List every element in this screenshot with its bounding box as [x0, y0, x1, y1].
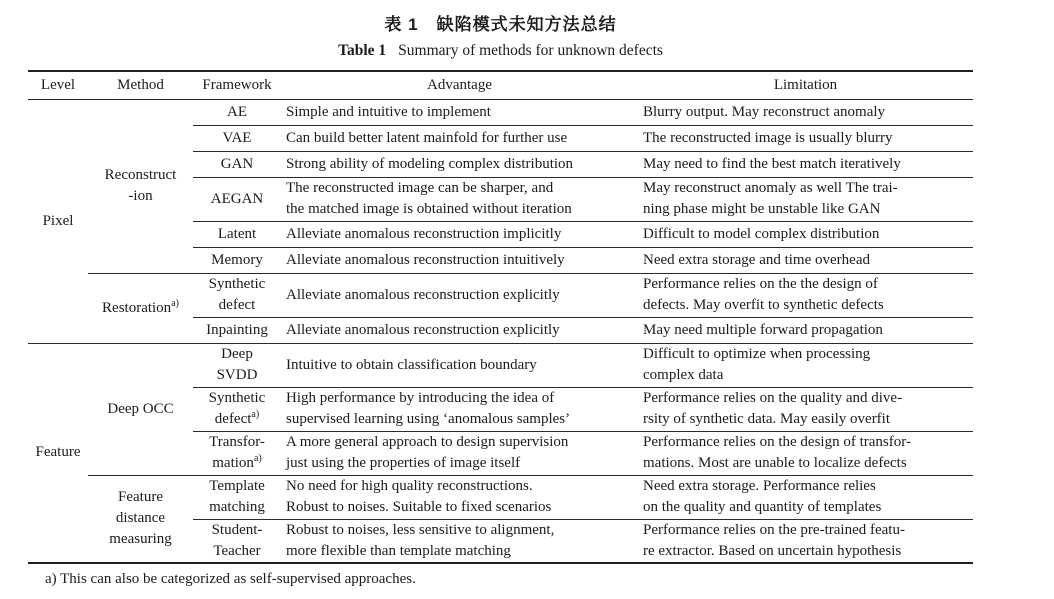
cell-line: ning phase might be unstable like GAN	[643, 201, 881, 217]
cell-line: Need extra storage. Performance relies	[643, 478, 876, 494]
cell-line: Feature	[118, 489, 163, 506]
footnote-marker: a)	[253, 453, 262, 464]
cell-line: on the quality and quantity of templates	[643, 499, 882, 515]
col-header-framework: Framework	[193, 71, 281, 99]
cell-line: The reconstructed image is usually blurry	[643, 129, 893, 146]
cell-line: Synthetic	[208, 390, 266, 406]
col-header-method: Method	[88, 71, 193, 99]
advantage-cell	[281, 99, 638, 125]
advantage-cell	[281, 343, 638, 387]
cell-line: Intuitive to obtain classification boundary	[286, 356, 537, 373]
cell-line: Simple and intuitive to implement	[286, 103, 491, 120]
limitation-cell	[638, 99, 973, 125]
cell-line: rsity of synthetic data. May easily overfit	[643, 411, 891, 427]
cell-line: Transfor-	[209, 434, 265, 450]
cell-line: complex data	[643, 367, 724, 383]
cell-line: May need to find the best match iteratively	[643, 155, 901, 172]
framework-cell	[193, 99, 281, 125]
cell-line: more flexible than template matching	[286, 542, 511, 559]
cell-line: mation$^{a)}$	[212, 453, 262, 471]
advantage-cell	[281, 475, 638, 519]
cell-line: Robust to noises. Suitable to fixed scenarios	[286, 499, 552, 515]
cell-line: Template	[209, 478, 265, 494]
cell-line: Alleviate anomalous reconstruction implicitly	[286, 225, 562, 242]
cell-line: matching	[209, 499, 265, 515]
cell-line: Performance relies on the quality and dive-	[643, 390, 903, 406]
framework-cell	[193, 475, 281, 519]
table-caption-english	[28, 39, 973, 62]
cell-line: High performance by introducing the idea of	[286, 390, 555, 406]
cell-line: Inpainting	[206, 321, 268, 338]
cell-line: Latent	[217, 225, 257, 242]
table-caption-chinese: 表 1 缺陷模式未知方法总结	[384, 15, 617, 34]
cell-line: No need for high quality reconstructions.	[286, 478, 533, 494]
cell-line: May need multiple forward propagation	[643, 321, 883, 338]
table-caption-text: Summary of methods for unknown defects	[398, 42, 663, 59]
advantage-cell	[281, 387, 638, 431]
limitation-cell	[638, 221, 973, 247]
methods-summary-table	[28, 70, 973, 564]
cell-line: VAE	[222, 129, 252, 146]
cell-line: AEGAN	[210, 190, 264, 207]
method-cell-reconstruction	[88, 99, 193, 273]
limitation-cell	[638, 151, 973, 177]
cell-line: AE	[227, 103, 247, 120]
advantage-cell	[281, 125, 638, 151]
framework-cell	[193, 273, 281, 317]
advantage-cell	[281, 273, 638, 317]
cell-line: Difficult to model complex distribution	[643, 225, 880, 242]
framework-cell	[193, 317, 281, 343]
cell-line: re extractor. Based on uncertain hypothesis	[643, 542, 902, 559]
level-cell-feature: Feature	[35, 444, 81, 461]
limitation-cell	[638, 177, 973, 221]
cell-line: Difficult to optimize when processing	[643, 346, 871, 362]
cell-line: just using the properties of image itself	[286, 455, 521, 471]
cell-line: Reconstruct	[104, 167, 177, 183]
cell-line: mations. Most are unable to localize defects	[643, 455, 907, 471]
cell-line: the matched image is obtained without iteration	[286, 201, 572, 217]
footnote-marker: a)	[251, 409, 260, 420]
cell-line: distance	[115, 510, 166, 527]
cell-line: Alleviate anomalous reconstruction intuitively	[286, 251, 565, 268]
table-row	[28, 343, 973, 387]
method-cell-restoration	[88, 273, 193, 343]
limitation-cell	[638, 431, 973, 475]
level-cell-pixel: Pixel	[28, 99, 88, 343]
cell-line: Can build better latent mainfold for further use	[286, 129, 568, 146]
advantage-cell	[281, 247, 638, 273]
limitation-cell	[638, 387, 973, 431]
cell-line: Blurry output. May reconstruct anomaly	[643, 103, 886, 120]
table-footnote: a) This can also be categorized as self-supervised approaches.	[45, 571, 416, 587]
cell-line: A more general approach to design supervision	[286, 434, 569, 450]
table-row	[28, 273, 973, 317]
cell-line: Deep	[221, 346, 253, 362]
framework-cell	[193, 343, 281, 387]
cell-line: Robust to noises, less sensitive to alignment,	[286, 521, 555, 538]
limitation-cell	[638, 519, 973, 563]
cell-line: SVDD	[216, 367, 258, 383]
col-header-limitation: Limitation	[638, 71, 973, 99]
cell-line: Student-	[211, 521, 263, 538]
cell-line: Synthetic	[208, 276, 266, 292]
cell-line: GAN	[220, 155, 254, 172]
limitation-cell	[638, 247, 973, 273]
cell-line: Strong ability of modeling complex distribution	[286, 155, 574, 172]
advantage-cell	[281, 519, 638, 563]
limitation-cell	[638, 273, 973, 317]
cell-line: Alleviate anomalous reconstruction explicitly	[286, 321, 560, 338]
method-cell-deep-occ: Deep OCC	[88, 343, 193, 475]
cell-line: defects. May overfit to synthetic defects	[643, 297, 884, 313]
cell-line: measuring	[109, 531, 172, 548]
cell-line: Restoration$^{a)}$	[102, 297, 179, 316]
table-row	[28, 475, 973, 519]
framework-cell	[193, 221, 281, 247]
framework-cell	[193, 151, 281, 177]
cell-line: supervised learning using ‘anomalous samples’	[286, 411, 571, 427]
method-cell-feature-distance	[88, 475, 193, 563]
cell-line: The reconstructed image can be sharper, and	[286, 180, 554, 196]
framework-cell	[193, 247, 281, 273]
limitation-cell	[638, 125, 973, 151]
framework-cell	[193, 387, 281, 431]
advantage-cell	[281, 221, 638, 247]
footnote-marker: a)	[171, 297, 179, 309]
limitation-cell	[638, 475, 973, 519]
cell-line: Performance relies on the the design of	[643, 276, 878, 292]
cell-line: May reconstruct anomaly as well The trai-	[643, 180, 898, 196]
col-header-level: Level	[28, 71, 88, 99]
cell-line: Performance relies on the pre-trained featu-	[643, 521, 905, 538]
advantage-cell	[281, 151, 638, 177]
table-row	[28, 99, 973, 125]
limitation-cell	[638, 317, 973, 343]
col-header-advantage: Advantage	[281, 71, 638, 99]
framework-cell	[193, 519, 281, 563]
advantage-cell	[281, 317, 638, 343]
framework-cell	[193, 177, 281, 221]
cell-line: Performance relies on the design of transfor-	[643, 434, 911, 450]
cell-line: defect	[218, 297, 256, 313]
header-row	[28, 71, 973, 99]
cell-line: -ion	[128, 188, 153, 204]
table-number-label: Table 1	[338, 42, 387, 59]
framework-cell	[193, 125, 281, 151]
cell-line: Memory	[211, 251, 263, 268]
cell-line: defect$^{a)}$	[214, 409, 260, 427]
cell-line: Alleviate anomalous reconstruction explicitly	[286, 286, 560, 303]
cell-line: Need extra storage and time overhead	[643, 251, 870, 268]
limitation-cell	[638, 343, 973, 387]
framework-cell	[193, 431, 281, 475]
advantage-cell	[281, 431, 638, 475]
advantage-cell	[281, 177, 638, 221]
cell-line: Teacher	[213, 542, 261, 559]
